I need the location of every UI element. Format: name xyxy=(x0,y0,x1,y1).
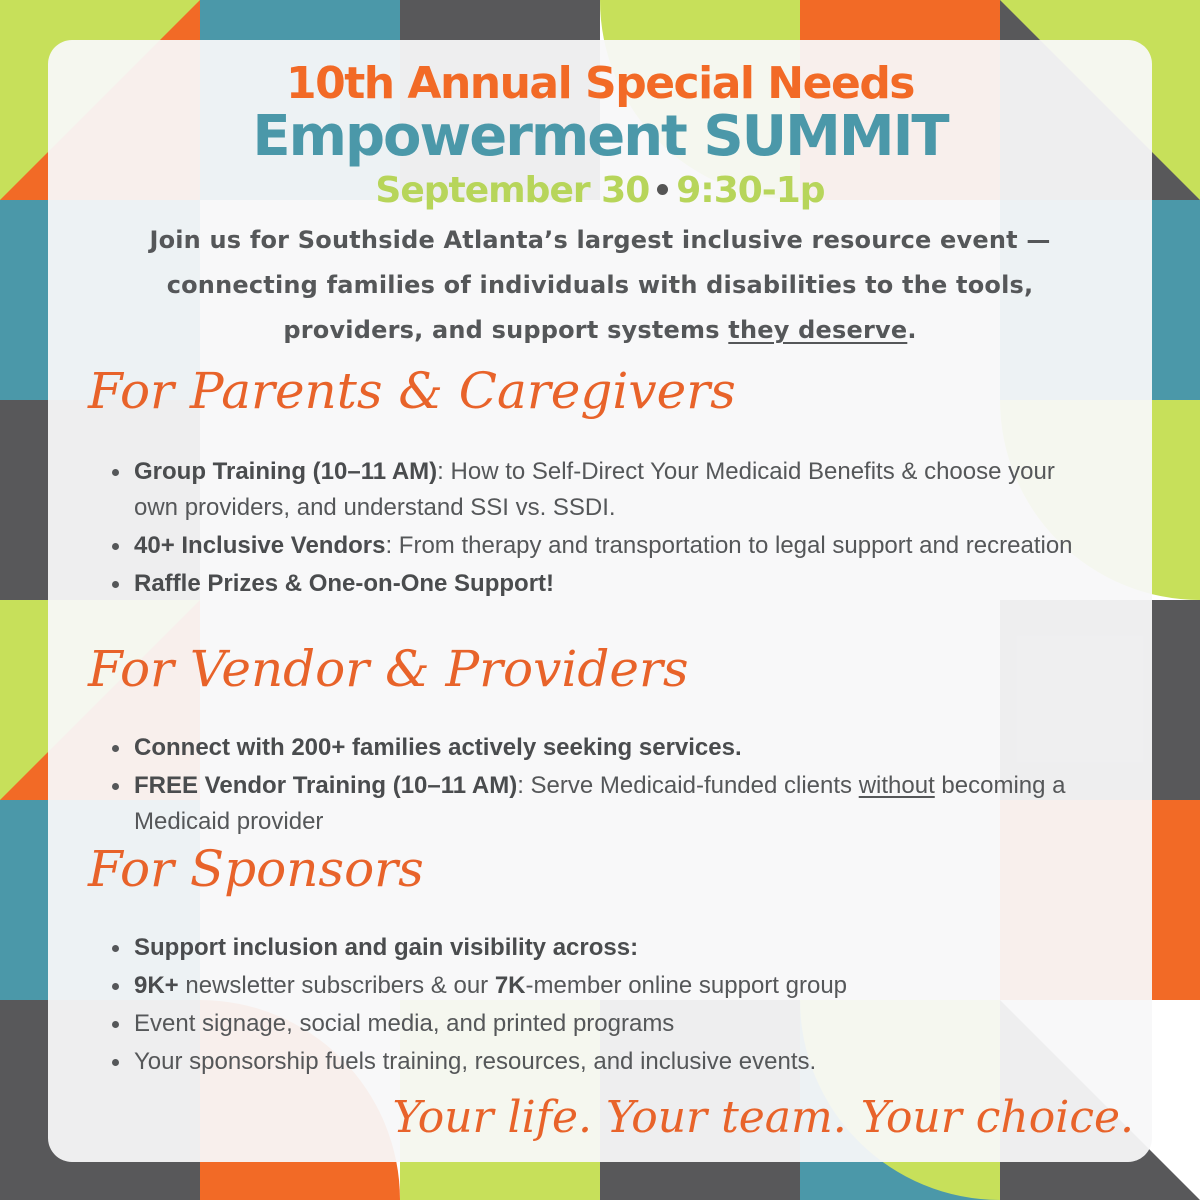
list-item: Connect with 200+ families actively seeking services. xyxy=(134,730,1094,766)
intro-end: . xyxy=(907,316,917,344)
bullet-separator xyxy=(657,184,668,195)
list-item: Raffle Prizes & One-on-One Support! xyxy=(134,566,1094,602)
list-item: Support inclusion and gain visibility across: xyxy=(134,930,1094,966)
list-item: Your sponsorship fuels training, resources, and inclusive events. xyxy=(134,1044,1094,1080)
list-item: FREE Vendor Training (10–11 AM): Serve Medicaid-funded clients without becoming a Medicaid provider xyxy=(134,768,1094,840)
event-date: September 30 xyxy=(375,170,650,211)
intro-paragraph xyxy=(98,218,1102,353)
sponsors-list xyxy=(134,930,1094,1082)
vendors-list xyxy=(134,730,1094,842)
tagline: Your life. Your team. Your choice. xyxy=(392,1092,1134,1143)
event-title-line2: Empowerment SUMMIT xyxy=(252,104,948,169)
list-item: Event signage, social media, and printed programs xyxy=(134,1006,1094,1042)
event-time: 9:30-1p xyxy=(676,170,825,211)
content-card xyxy=(48,40,1152,1162)
heading-vendors-providers: For Vendor & Providers xyxy=(88,640,689,698)
heading-sponsors: For Sponsors xyxy=(88,840,424,898)
event-date-time xyxy=(48,170,1152,211)
list-item: 40+ Inclusive Vendors: From therapy and transportation to legal support and recreation xyxy=(134,528,1094,564)
intro-underlined: they deserve xyxy=(728,316,908,344)
list-item: 9K+ newsletter subscribers & our 7K-member online support group xyxy=(134,968,1094,1004)
intro-text: Join us for Southside Atlanta’s largest inclusive resource event — connecting families of individuals with disabilities to the tools, providers, and support systems xyxy=(149,226,1051,344)
heading-parents-caregivers: For Parents & Caregivers xyxy=(88,362,736,420)
parents-list xyxy=(134,454,1094,604)
event-title-line1: 10th Annual Special Needs xyxy=(286,58,914,109)
list-item: Group Training (10–11 AM): How to Self-Direct Your Medicaid Benefits & choose your own providers, and understand SSI vs. SSDI. xyxy=(134,454,1094,526)
